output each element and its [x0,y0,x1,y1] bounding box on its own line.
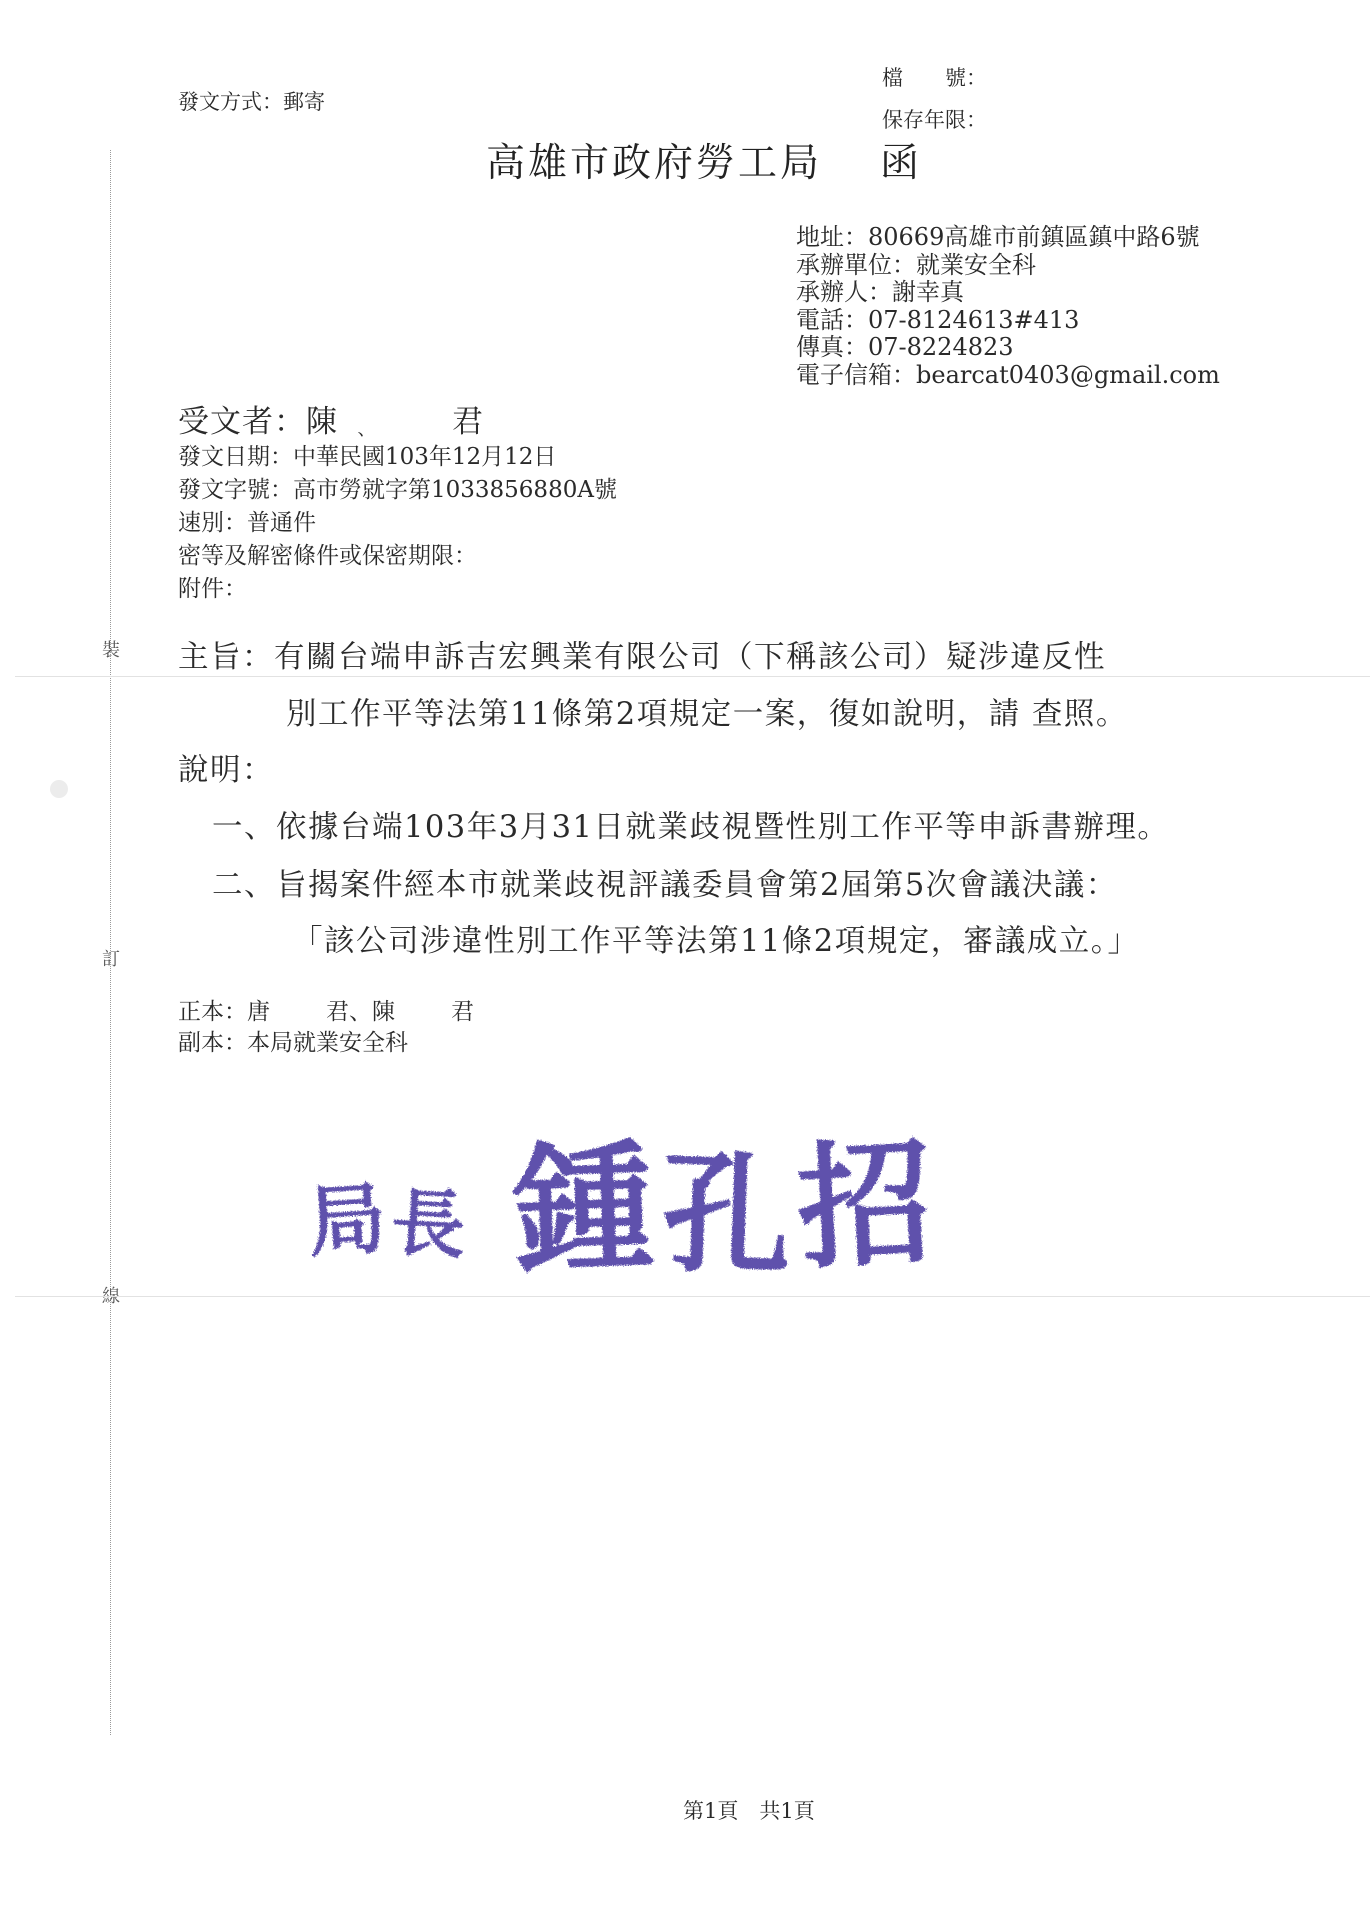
punch-hole [50,780,68,798]
unit-line: 承辦單位：就業安全科 [796,250,1036,279]
recipient-prefix: 受文者：陳 [178,404,338,440]
subject-line-1: 主旨：有關台端申訴吉宏興業有限公司（下稱該公司）疑涉違反性 [178,640,1106,675]
director-signature-stamp [270,1100,950,1280]
duplicate-recipients: 副本：本局就業安全科 [178,1030,408,1056]
reference-number: 發文字號：高市勞就字第1033856880A號 [178,477,617,503]
recipient-suffix: 君 [452,404,484,440]
email-line: 電子信箱：bearcat0403@gmail.com [796,360,1220,389]
stamp-glyph: 招 [793,1122,937,1280]
classification-line: 密等及解密條件或保密期限： [178,543,477,569]
stamp-glyph: 孔 [658,1136,795,1280]
retention-period-label: 保存年限： [882,108,987,132]
explanation-item-2-line-2: 「該公司涉違性別工作平等法第11條2項規定，審議成立。」 [292,924,1140,959]
copy-list [178,997,474,1059]
attachment-line: 附件： [178,576,247,602]
binding-mark-ding: 訂 [102,949,120,970]
fax-line: 傳真：07-8224823 [796,333,1014,361]
fold-crease-upper [15,676,1370,677]
explanation-heading: 說明： [178,753,274,788]
address-line: 地址：80669高雄市前鎮區鎮中路6號 [796,223,1200,251]
recipient-line [178,396,484,441]
explanation-item-1: 一、依據台端103年3月31日就業歧視暨性別工作平等申訴書辦理。 [212,810,1170,845]
original-recipients: 正本：唐 君、陳 君 [178,999,474,1025]
dispatch-method: 發文方式：郵寄 [178,90,325,114]
explanation-item-2-line-1: 二、旨揭案件經本市就業歧視評議委員會第2屆第5次會議決議： [212,868,1118,903]
contact-block [796,224,1220,389]
stamp-glyph: 局 [304,1172,390,1269]
document-type: 函 [880,141,923,186]
meta-block [178,443,617,608]
stamp-svg [270,1100,950,1280]
phone-line: 電話：07-8124613#413 [796,305,1080,334]
officer-line: 承辦人：謝幸真 [796,278,964,306]
urgency-level: 速別：普通件 [178,510,316,536]
document-title [486,132,922,188]
subject-line-2: 別工作平等法第11條第2項規定一案，復如說明，請 查照。 [286,697,1128,732]
binding-mark-zhuang: 裝 [102,640,120,661]
agency-name: 高雄市政府勞工局 [486,141,823,186]
stamp-glyph: 鍾 [510,1125,657,1280]
redaction-mark: 、 [357,419,377,440]
page-number: 第1頁 共1頁 [683,1799,815,1823]
issue-date: 發文日期：中華民國103年12月12日 [178,444,557,470]
file-number-label: 檔 號： [882,66,987,90]
stamp-glyph: 長 [389,1180,468,1270]
binding-margin-line [110,150,111,1735]
fold-crease-lower [15,1296,1370,1297]
binding-mark-xian: 線 [102,1286,120,1307]
